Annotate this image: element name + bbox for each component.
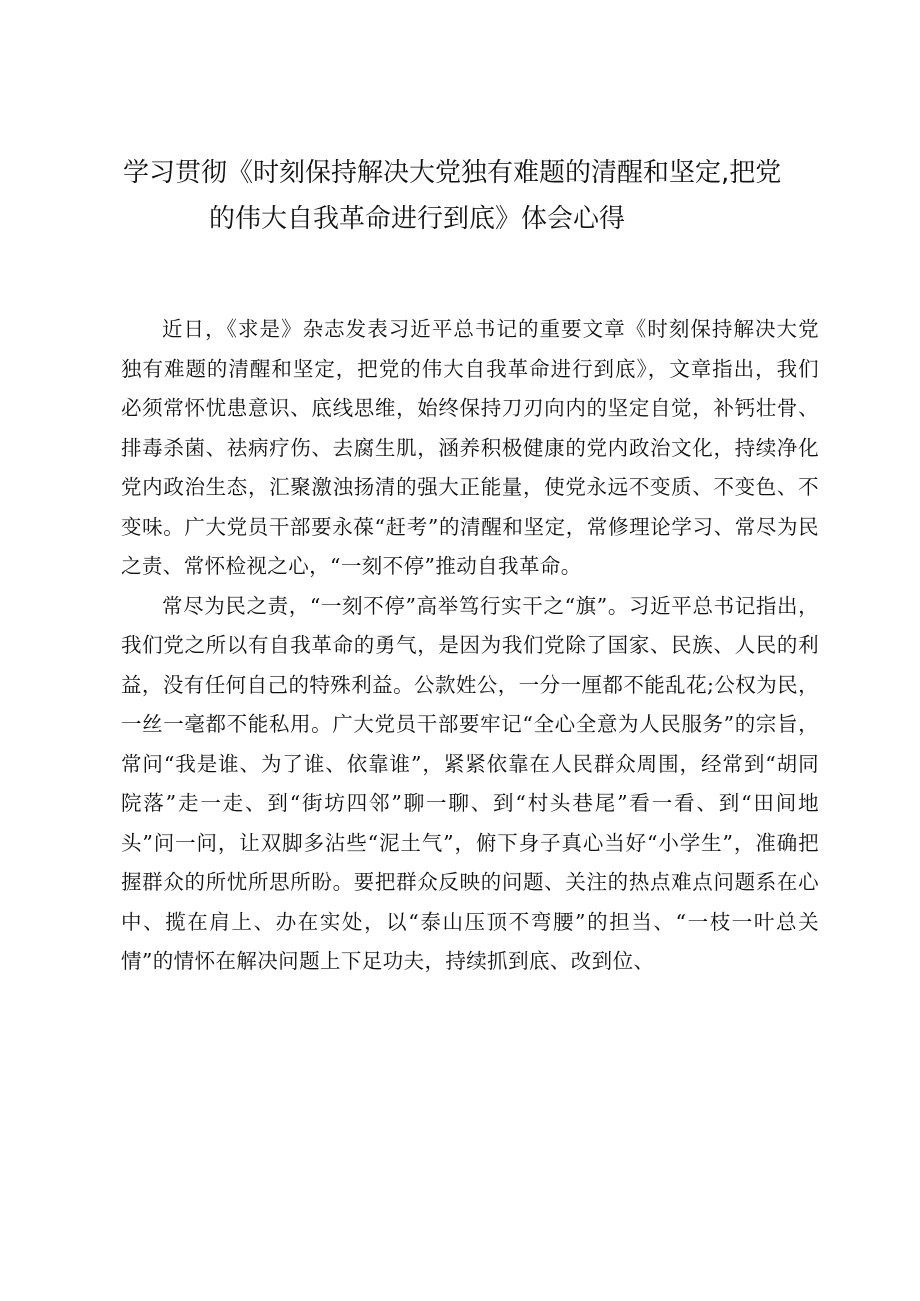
- document-body: [121, 310, 819, 982]
- title-line-2: 的伟大自我革命进行到底》体会心得: [209, 204, 626, 234]
- paragraph-1: 近日，《求是》杂志发表习近平总书记的重要文章《时刻保持解决大党独有难题的清醒和坚定，把党的伟大自我革命进行到底》，文章指出，我们必须常怀忧患意识、底线思维，始终保持刀刃向内的坚定自觉，补钙壮骨、排毒杀菌、祛病疗伤、去腐生肌，涵养积极健康的党内政治文化，持续净化党内政治生态，汇聚激浊扬清的强大正能量，使党永远不变质、不变色、不变味。广大党员干部要永葆“赶考”的清醒和坚定，常修理论学习、常尽为民之责、常怀检视之心，“一刻不停”推动自我革命。: [121, 317, 819, 578]
- title-line-1: 学习贯彻《时刻保持解决大党独有难题的清醒和坚定,把党: [123, 158, 782, 188]
- paragraph-2: 常尽为民之责，“一刻不停”高举笃行实干之“旗”。习近平总书记指出，我们党之所以有自我革命的勇气，是因为我们党除了国家、民族、人民的利益，没有任何自己的特殊利益。公款姓公，一分一厘都不能乱花;公权为民，一丝一毫都不能私用。广大党员干部要牢记“全心全意为人民服务”的宗旨，常问“我是谁、为了谁、依靠谁”，紧紧依靠在人民群众周围，经常到“胡同院落”走一走、到“街坊四邻”聊一聊、到“村头巷尾”看一看、到“田间地头”问一问，让双脚多沾些“泥土气”，俯下身子真心当好“小学生”，准确把握群众的所忧所思所盼。要把群众反映的问题、关注的热点难点问题系在心中、揽在肩上、办在实处，以“泰山压顶不弯腰”的担当、“一枝一叶总关情”的情怀在解决问题上下足功夫，持续抓到底、改到位、: [121, 593, 819, 973]
